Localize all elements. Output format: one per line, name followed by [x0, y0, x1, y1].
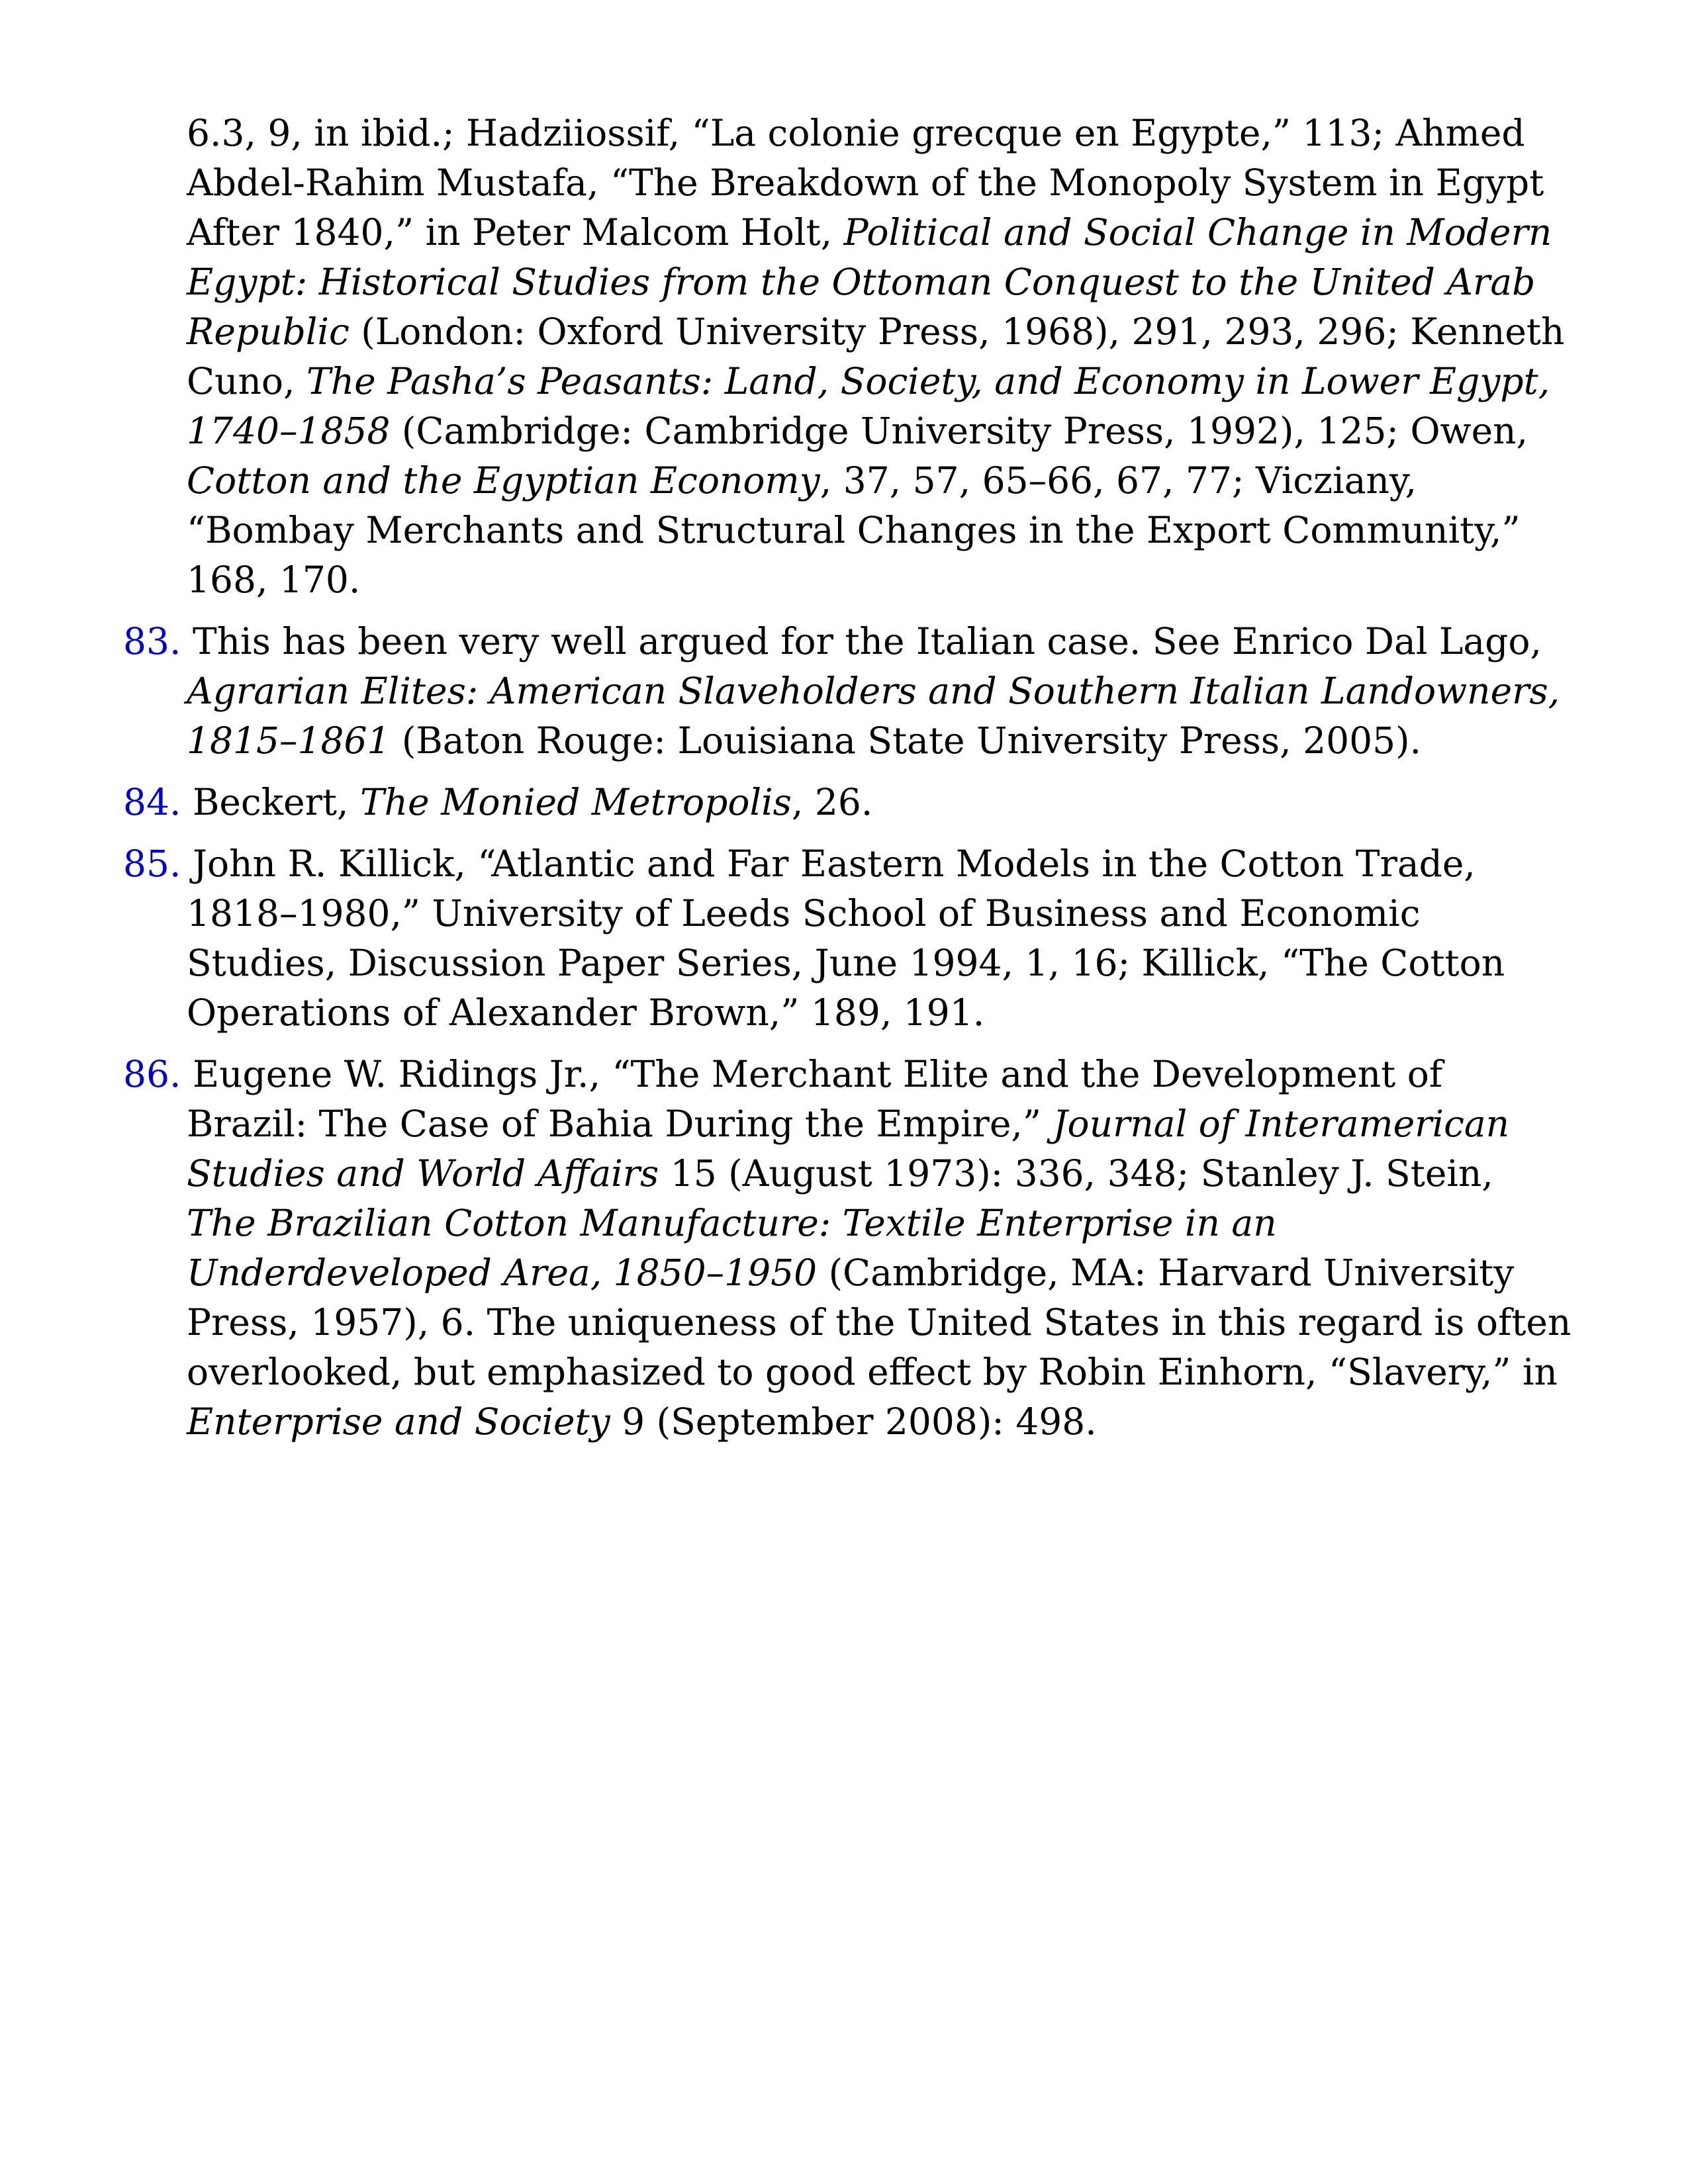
endnote-83	[123, 617, 1573, 766]
book-title: The Pasha’s Peasants: Land, Society, and Economy in Lower Egypt, 1740–1858	[187, 360, 1550, 452]
note-text: 15 (August 1973): 336, 348; Stanley J. Stein,	[659, 1152, 1493, 1195]
book-title: Political and Social Change in Modern Egypt: Historical Studies from the Ottoman Conquest to the United Arab Republic	[187, 211, 1552, 353]
note-text: (Baton Rouge: Louisiana State University Press, 2005).	[390, 719, 1422, 762]
book-title: The Monied Metropolis	[359, 781, 792, 823]
book-title: Agrarian Elites: American Slaveholders and Southern Italian Landowners, 1815–1861	[187, 670, 1560, 762]
note-text: (London: Oxford University Press, 1968), 291, 293, 296; Kenneth Cuno,	[187, 310, 1565, 402]
note-number-link[interactable]: 84.	[123, 781, 181, 823]
book-title: Cotton and the Egyptian Economy	[187, 459, 820, 502]
note-text: This has been very well argued for the Italian case. See Enrico Dal Lago,	[181, 620, 1542, 662]
note-text: , 26.	[791, 781, 873, 823]
note-text: 6.3, 9, in ibid.; Hadziiossif, “La colonie grecque en Egypte,” 113; Ahmed Abdel-Rahim Mustafa, “The Breakdown of the Monopoly System in Egypt After 1840,” in Peter Malcom Holt,	[187, 112, 1544, 253]
journal-title: Enterprise and Society	[187, 1400, 610, 1443]
journal-title: Journal of Interamerican Studies and World Affairs	[187, 1103, 1510, 1195]
note-text: , 37, 57, 65–66, 67, 77; Vicziany, “Bombay Merchants and Structural Changes in the Export Community,” 168, 170.	[187, 459, 1521, 601]
endnote-86	[123, 1050, 1573, 1447]
note-number-link[interactable]: 86.	[123, 1053, 181, 1095]
note-number-link[interactable]: 83.	[123, 620, 181, 662]
note-text: (Cambridge, MA: Harvard University Press, 1957), 6. The uniqueness of the United States in this regard is often overlooked, but emphasized to good effect by Robin Einhorn, “Slavery,” in	[187, 1251, 1571, 1393]
note-number-link[interactable]: 85.	[123, 842, 181, 885]
note-text: 9 (September 2008): 498.	[610, 1400, 1097, 1443]
note-text: Eugene W. Ridings Jr., “The Merchant Elite and the Development of Brazil: The Case of Bahia During the Empire,”	[181, 1053, 1443, 1145]
endnote-85	[123, 839, 1573, 1038]
note-text: (Cambridge: Cambridge University Press, 1992), 125; Owen,	[390, 410, 1528, 452]
endnotes-list	[123, 109, 1573, 1459]
note-text: John R. Killick, “Atlantic and Far Eastern Models in the Cotton Trade, 1818–1980,” University of Leeds School of Business and Economic Studies, Discussion Paper Series, June 1994, 1, 16; Killick, “The Cotton Operations of Alexander Brown,” 189, 191.	[181, 842, 1505, 1034]
endnote-84	[123, 778, 1573, 827]
endnote-82-continuation	[123, 109, 1573, 605]
book-title: The Brazilian Cotton Manufacture: Textile Enterprise in an Underdeveloped Area, 1850–1950	[187, 1202, 1277, 1294]
note-text: Beckert,	[181, 781, 360, 823]
